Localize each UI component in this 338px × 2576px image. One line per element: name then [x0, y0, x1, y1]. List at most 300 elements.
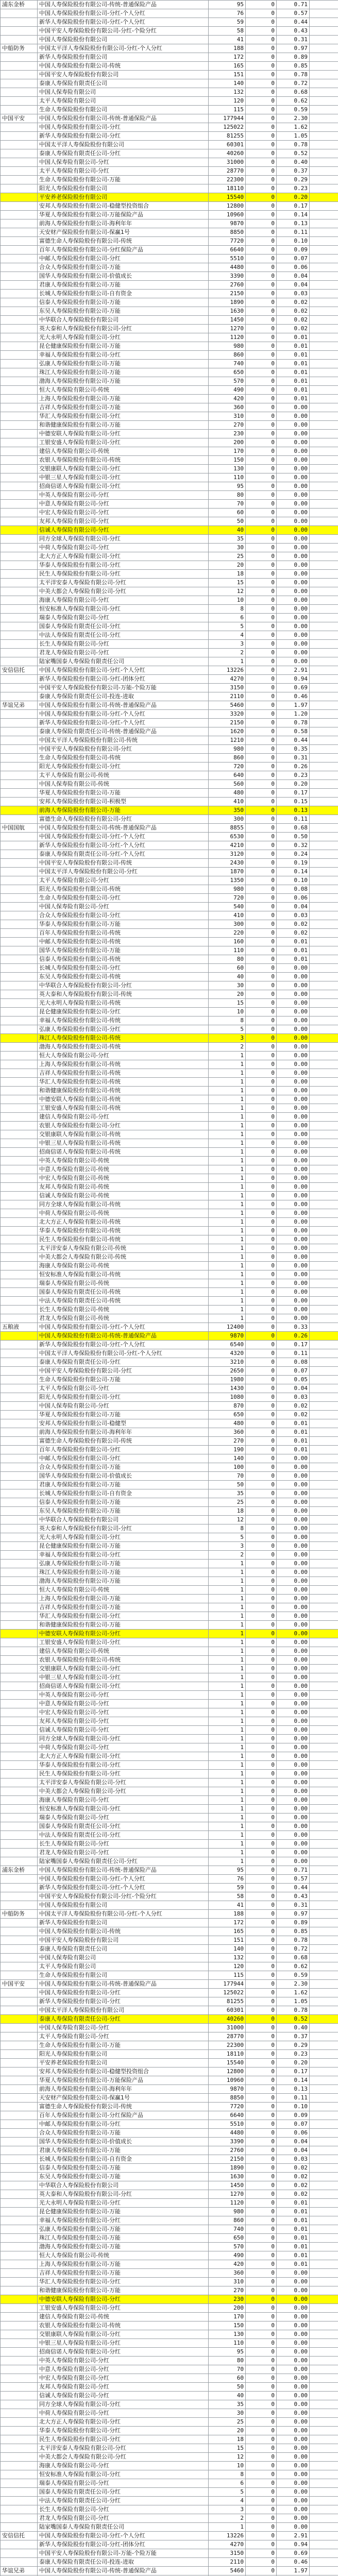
table-row	[1, 1297, 338, 1306]
change-cell: 0	[246, 1796, 277, 1805]
extra-cell	[310, 97, 338, 106]
change-cell: 0	[246, 447, 277, 456]
shares-cell: 110	[209, 946, 246, 955]
percent-cell: 0.01	[277, 1428, 310, 1437]
table-row	[1, 403, 338, 412]
stock-name-cell: 华谊兄弟	[1, 701, 38, 710]
holder-name-cell: 中邮人寿保险股份有限公司-分红	[38, 2120, 209, 2129]
stock-name-cell	[1, 1454, 38, 1463]
table-row	[1, 1840, 338, 1849]
stock-name-cell	[1, 1227, 38, 1235]
table-row	[1, 841, 338, 850]
table-row	[1, 62, 338, 71]
percent-cell: 0.01	[277, 351, 310, 360]
holder-name-cell: 昆仑健康保险股份有限公司-万能	[38, 1542, 209, 1551]
percent-cell: 0.71	[277, 1866, 310, 1875]
stock-name-cell	[1, 1043, 38, 1052]
shares-cell: 2	[209, 2514, 246, 2523]
shares-cell: 200	[209, 2304, 246, 2313]
stock-name-cell	[1, 255, 38, 263]
holder-name-cell: 中国太平洋人寿保险股份有限公司-分红-个人分红	[38, 1910, 209, 1919]
change-cell: 0	[246, 2365, 277, 2374]
change-cell: 0	[246, 1358, 277, 1367]
change-cell: 0	[246, 1726, 277, 1735]
shares-cell: 30	[209, 544, 246, 552]
holder-name-cell: 弘康人寿保险股份有限公司-万能	[38, 1560, 209, 1568]
table-row	[1, 246, 338, 255]
holder-name-cell: 华泰人寿保险股份有限公司-分红	[38, 2427, 209, 2435]
percent-cell: 0.50	[277, 833, 310, 841]
percent-cell: 0.15	[277, 798, 310, 806]
stock-name-cell	[1, 1437, 38, 1446]
table-row	[1, 272, 338, 281]
holder-name-cell: 招商信诺人寿保险有限公司-分红	[38, 1682, 209, 1691]
percent-cell: 0.09	[277, 2111, 310, 2120]
stock-name-cell	[1, 473, 38, 482]
table-row	[1, 1463, 338, 1472]
change-cell: 0	[246, 1717, 277, 1726]
stock-name-cell	[1, 1524, 38, 1533]
table-row	[1, 1402, 338, 1411]
change-cell: 0	[246, 1025, 277, 1034]
shares-cell: 5510	[209, 2120, 246, 2129]
shares-cell: 1	[209, 1279, 246, 1288]
percent-cell: 0.00	[277, 2383, 310, 2392]
shares-cell: 20	[209, 990, 246, 999]
extra-cell	[310, 1568, 338, 1577]
extra-cell	[310, 780, 338, 789]
change-cell: 0	[246, 868, 277, 876]
extra-cell	[310, 395, 338, 403]
shares-cell: 1	[209, 2523, 246, 2532]
change-cell: 0	[246, 2444, 277, 2453]
holder-name-cell: 安邦人寿保险股份有限公司-稳健型投资组合	[38, 202, 209, 211]
table-row	[1, 2427, 338, 2435]
percent-cell: 0.00	[277, 596, 310, 605]
change-cell: 0	[246, 149, 277, 158]
table-row	[1, 2304, 338, 2313]
shares-cell: 1	[209, 1288, 246, 1297]
shares-cell: 1	[209, 1761, 246, 1770]
stock-name-cell	[1, 1954, 38, 1962]
holder-name-cell: 中国人保寿险有限公司-分红	[38, 1402, 209, 1411]
stock-name-cell	[1, 911, 38, 920]
stock-name-cell: 浦东金桥	[1, 1, 38, 9]
holder-name-cell: 华泰人寿保险股份有限公司-分红	[38, 561, 209, 570]
change-cell: 0	[246, 1989, 277, 1997]
change-cell: 0	[246, 1498, 277, 1507]
shares-cell: 3390	[209, 272, 246, 281]
table-row	[1, 2470, 338, 2479]
percent-cell: 0.00	[277, 579, 310, 587]
table-row	[1, 1139, 338, 1148]
holder-name-cell: 新华人寿保险股份有限公司-分红-个人分红	[38, 1884, 209, 1892]
shares-cell: 5	[209, 1533, 246, 1542]
percent-cell: 0.06	[277, 263, 310, 272]
percent-cell: 0.00	[277, 2427, 310, 2435]
shares-cell: 5510	[209, 255, 246, 263]
change-cell: 0	[246, 570, 277, 579]
table-row	[1, 1630, 338, 1638]
table-row	[1, 850, 338, 859]
percent-cell: 0.68	[277, 88, 310, 97]
percent-cell: 0.00	[277, 1691, 310, 1700]
shares-cell: 20	[209, 2427, 246, 2435]
extra-cell	[310, 1402, 338, 1411]
extra-cell	[310, 1612, 338, 1621]
change-cell: 0	[246, 649, 277, 657]
change-cell: 0	[246, 2497, 277, 2505]
holder-name-cell: 百年人寿保险股份有限公司-分红	[38, 1446, 209, 1454]
change-cell: 0	[246, 2558, 277, 2567]
change-cell: 0	[246, 903, 277, 911]
change-cell: 0	[246, 1630, 277, 1638]
shares-cell: 120	[209, 1962, 246, 1971]
holder-name-cell: 中国人寿保险股份有限公司-传统-普通保险产品	[38, 824, 209, 833]
extra-cell	[310, 2392, 338, 2400]
percent-cell: 0.00	[277, 1489, 310, 1498]
change-cell: 0	[246, 815, 277, 824]
table-row	[1, 1200, 338, 1209]
percent-cell: 0.10	[277, 876, 310, 885]
shares-cell: 40	[209, 2392, 246, 2400]
extra-cell	[310, 2321, 338, 2330]
extra-cell	[310, 1630, 338, 1638]
change-cell: 0	[246, 1489, 277, 1498]
extra-cell	[310, 2190, 338, 2199]
change-cell: 0	[246, 2181, 277, 2190]
shares-cell: 28770	[209, 167, 246, 176]
holder-name-cell: 生命人寿保险股份有限公司-万能	[38, 176, 209, 184]
shares-cell: 59	[209, 1884, 246, 1892]
table-row	[1, 885, 338, 894]
holder-name-cell: 英大泰和人寿保险股份有限公司-分红	[38, 325, 209, 333]
table-row	[1, 1805, 338, 1814]
stock-name-cell	[1, 1568, 38, 1577]
percent-cell: 0.04	[277, 281, 310, 290]
table-row	[1, 2514, 338, 2523]
percent-cell: 0.00	[277, 2497, 310, 2505]
change-cell: 0	[246, 2470, 277, 2479]
table-row	[1, 1822, 338, 1831]
holder-name-cell: 中荷人寿保险有限公司-分红	[38, 544, 209, 552]
extra-cell	[310, 2409, 338, 2418]
shares-cell: 12800	[209, 202, 246, 211]
extra-cell	[310, 1113, 338, 1122]
stock-name-cell	[1, 2365, 38, 2374]
shares-cell: 1	[209, 1227, 246, 1235]
stock-name-cell	[1, 2505, 38, 2514]
percent-cell: 0.00	[277, 1104, 310, 1113]
stock-name-cell	[1, 798, 38, 806]
percent-cell: 0.00	[277, 1857, 310, 1866]
table-row	[1, 719, 338, 727]
table-row	[1, 2216, 338, 2225]
shares-cell: 5460	[209, 2567, 246, 2575]
table-row	[1, 1349, 338, 1358]
change-cell: 0	[246, 526, 277, 535]
change-cell: 0	[246, 2076, 277, 2085]
stock-name-cell	[1, 2523, 38, 2532]
shares-cell: 9870	[209, 2085, 246, 2094]
stock-name-cell	[1, 990, 38, 999]
table-row	[1, 167, 338, 176]
shares-cell: 76	[209, 1875, 246, 1884]
table-row	[1, 1638, 338, 1647]
extra-cell	[310, 106, 338, 114]
change-cell: 0	[246, 2067, 277, 2076]
extra-cell	[310, 973, 338, 981]
change-cell: 0	[246, 1524, 277, 1533]
shares-cell: 10960	[209, 2076, 246, 2085]
change-cell: 0	[246, 2409, 277, 2418]
shares-cell: 95	[209, 1866, 246, 1875]
table-row	[1, 149, 338, 158]
table-row	[1, 876, 338, 885]
holder-name-cell: 工银安盛人寿保险有限公司-传统	[38, 1104, 209, 1113]
holder-name-cell: 华夏人寿保险股份有限公司-万能	[38, 789, 209, 798]
change-cell: 0	[246, 1831, 277, 1840]
stock-name-cell	[1, 2269, 38, 2278]
holder-name-cell: 长城人寿保险股份有限公司-分红	[38, 964, 209, 973]
percent-cell: 0.00	[277, 500, 310, 509]
holder-name-cell: 中银三星人寿保险有限公司-分红	[38, 2339, 209, 2348]
holder-name-cell: 中国人寿保险股份有限公司-传统	[38, 1927, 209, 1936]
stock-name-cell	[1, 1840, 38, 1849]
percent-cell: 0.02	[277, 2164, 310, 2173]
holder-name-cell: 中国人寿保险股份有限公司-传统-普通保险产品	[38, 1866, 209, 1875]
extra-cell	[310, 1884, 338, 1892]
table-row	[1, 333, 338, 342]
percent-cell: 0.03	[277, 911, 310, 920]
holder-name-cell: 瑞泰人寿保险有限公司-传统	[38, 1279, 209, 1288]
percent-cell: 0.00	[277, 517, 310, 526]
holder-name-cell: 陆家嘴国泰人寿保险有限责任公司-分红	[38, 1857, 209, 1866]
stock-name-cell	[1, 2243, 38, 2251]
extra-cell	[310, 2032, 338, 2041]
percent-cell: 0.00	[277, 1761, 310, 1770]
percent-cell: 0.01	[277, 2208, 310, 2216]
change-cell: 0	[246, 920, 277, 929]
extra-cell	[310, 535, 338, 544]
holder-name-cell: 君龙人寿保险有限公司-分红	[38, 2514, 209, 2523]
change-cell: 0	[246, 351, 277, 360]
holder-name-cell: 中国人寿保险股份有限公司	[38, 36, 209, 44]
percent-cell: 0.94	[277, 675, 310, 684]
extra-cell	[310, 920, 338, 929]
table-row	[1, 2313, 338, 2321]
percent-cell: 0.00	[277, 2453, 310, 2462]
change-cell: 0	[246, 640, 277, 649]
percent-cell: 0.04	[277, 272, 310, 281]
percent-cell: 1.20	[277, 710, 310, 719]
extra-cell	[310, 701, 338, 710]
stock-name-cell	[1, 1971, 38, 1980]
shares-cell: 31000	[209, 158, 246, 167]
table-row	[1, 395, 338, 403]
change-cell: 0	[246, 316, 277, 325]
shares-cell: 980	[209, 745, 246, 754]
change-cell: 0	[246, 833, 277, 841]
change-cell: 0	[246, 1235, 277, 1244]
percent-cell: 0.00	[277, 2409, 310, 2418]
table-row	[1, 544, 338, 552]
stock-name-cell	[1, 1270, 38, 1279]
stock-name-cell	[1, 395, 38, 403]
percent-cell: 0.69	[277, 684, 310, 692]
table-row	[1, 1428, 338, 1437]
stock-name-cell	[1, 938, 38, 946]
percent-cell: 0.52	[277, 2015, 310, 2024]
shares-cell: 2760	[209, 2146, 246, 2155]
percent-cell: 0.01	[277, 2216, 310, 2225]
shares-cell: 1	[209, 1708, 246, 1717]
stock-name-cell	[1, 2155, 38, 2164]
percent-cell: 1.97	[277, 2567, 310, 2575]
change-cell: 0	[246, 2146, 277, 2155]
stock-name-cell	[1, 228, 38, 237]
percent-cell: 0.00	[277, 473, 310, 482]
table-row	[1, 1989, 338, 1997]
holder-name-cell: 建信人寿保险有限公司-传统	[38, 1647, 209, 1656]
extra-cell	[310, 1165, 338, 1174]
change-cell: 0	[246, 911, 277, 920]
change-cell: 0	[246, 2120, 277, 2129]
table-row	[1, 666, 338, 675]
percent-cell: 0.00	[277, 1481, 310, 1489]
percent-cell: 0.00	[277, 2418, 310, 2427]
percent-cell: 0.00	[277, 2374, 310, 2383]
extra-cell	[310, 1603, 338, 1612]
percent-cell: 0.26	[277, 762, 310, 771]
extra-cell	[310, 1454, 338, 1463]
stock-name-cell	[1, 123, 38, 132]
stock-name-cell	[1, 202, 38, 211]
table-row	[1, 990, 338, 999]
stock-name-cell	[1, 2138, 38, 2146]
stock-name-cell	[1, 517, 38, 526]
shares-cell: 2430	[209, 859, 246, 868]
shares-cell: 12400	[209, 1323, 246, 1332]
extra-cell	[310, 1927, 338, 1936]
shares-cell: 70	[209, 500, 246, 509]
shares-cell: 1	[209, 1752, 246, 1761]
percent-cell: 0.10	[277, 237, 310, 246]
stock-name-cell	[1, 71, 38, 79]
table-row	[1, 938, 338, 946]
holder-name-cell: 国泰人寿保险有限责任公司-分红	[38, 2488, 209, 2497]
table-row	[1, 727, 338, 736]
stock-name-cell	[1, 2006, 38, 2015]
change-cell: 0	[246, 325, 277, 333]
stock-name-cell	[1, 2435, 38, 2444]
stock-name-cell	[1, 1656, 38, 1665]
extra-cell	[310, 1761, 338, 1770]
extra-cell	[310, 1130, 338, 1139]
percent-cell: 0.06	[277, 2129, 310, 2138]
shares-cell: 1	[209, 1665, 246, 1673]
shares-cell: 1	[209, 1822, 246, 1831]
stock-name-cell	[1, 946, 38, 955]
table-row	[1, 736, 338, 745]
table-row	[1, 2269, 338, 2278]
percent-cell: 0.00	[277, 1726, 310, 1735]
stock-name-cell	[1, 1139, 38, 1148]
stock-name-cell	[1, 1708, 38, 1717]
stock-name-cell	[1, 1761, 38, 1770]
stock-name-cell	[1, 2208, 38, 2216]
extra-cell	[310, 263, 338, 272]
stock-name-cell	[1, 710, 38, 719]
holder-name-cell: 恒安标准人寿保险有限公司-传统	[38, 1270, 209, 1279]
table-row	[1, 649, 338, 657]
holder-name-cell: 华夏人寿保险股份有限公司-万能保险产品	[38, 211, 209, 219]
extra-cell	[310, 71, 338, 79]
stock-name-cell	[1, 1595, 38, 1603]
table-row	[1, 605, 338, 614]
change-cell: 0	[246, 1314, 277, 1323]
table-row	[1, 473, 338, 482]
percent-cell: 0.00	[277, 465, 310, 473]
extra-cell	[310, 1489, 338, 1498]
percent-cell: 0.02	[277, 2190, 310, 2199]
percent-cell: 0.00	[277, 1717, 310, 1726]
extra-cell	[310, 1200, 338, 1209]
stock-name-cell	[1, 2076, 38, 2085]
holder-name-cell: 信诚人寿保险有限公司-分红	[38, 1726, 209, 1735]
holder-name-cell: 中英人寿保险有限公司-传统	[38, 1157, 209, 1165]
change-cell: 0	[246, 798, 277, 806]
shares-cell: 190	[209, 1446, 246, 1454]
holder-name-cell: 中国人寿保险股份有限公司-分红-个人分红	[38, 833, 209, 841]
stock-name-cell: 中船防务	[1, 44, 38, 53]
stock-name-cell	[1, 596, 38, 605]
shares-cell: 13226	[209, 666, 246, 675]
percent-cell: 0.01	[277, 1446, 310, 1454]
change-cell: 0	[246, 1542, 277, 1551]
change-cell: 0	[246, 1279, 277, 1288]
change-cell: 0	[246, 1034, 277, 1043]
shares-cell: 35	[209, 2400, 246, 2409]
change-cell: 0	[246, 1919, 277, 1927]
extra-cell	[310, 316, 338, 325]
holder-name-cell: 东吴人寿保险股份有限公司-万能	[38, 2173, 209, 2181]
extra-cell	[310, 1034, 338, 1043]
holder-name-cell: 中国人保寿险有限公司	[38, 88, 209, 97]
table-row	[1, 2024, 338, 2032]
stock-name-cell	[1, 780, 38, 789]
holder-name-cell: 吉祥人寿保险股份有限公司-万能	[38, 1603, 209, 1612]
percent-cell: 0.08	[277, 1358, 310, 1367]
extra-cell	[310, 1349, 338, 1358]
extra-cell	[310, 447, 338, 456]
shares-cell: 1	[209, 1814, 246, 1822]
stock-name-cell	[1, 1919, 38, 1927]
stock-name-cell	[1, 2278, 38, 2286]
change-cell: 0	[246, 587, 277, 596]
shares-cell: 1	[209, 1192, 246, 1200]
stock-name-cell	[1, 2111, 38, 2120]
change-cell: 0	[246, 491, 277, 500]
holder-name-cell: 招商信诺人寿保险有限公司-分红	[38, 2348, 209, 2357]
shares-cell: 1980	[209, 1376, 246, 1384]
holder-name-cell: 英大泰和人寿保险股份有限公司-分红	[38, 2190, 209, 2199]
holder-name-cell: 中国人寿保险股份有限公司-传统-普通保险产品	[38, 1, 209, 9]
change-cell: 0	[246, 255, 277, 263]
shares-cell: 1	[209, 1857, 246, 1866]
stock-name-cell	[1, 211, 38, 219]
extra-cell	[310, 2146, 338, 2155]
